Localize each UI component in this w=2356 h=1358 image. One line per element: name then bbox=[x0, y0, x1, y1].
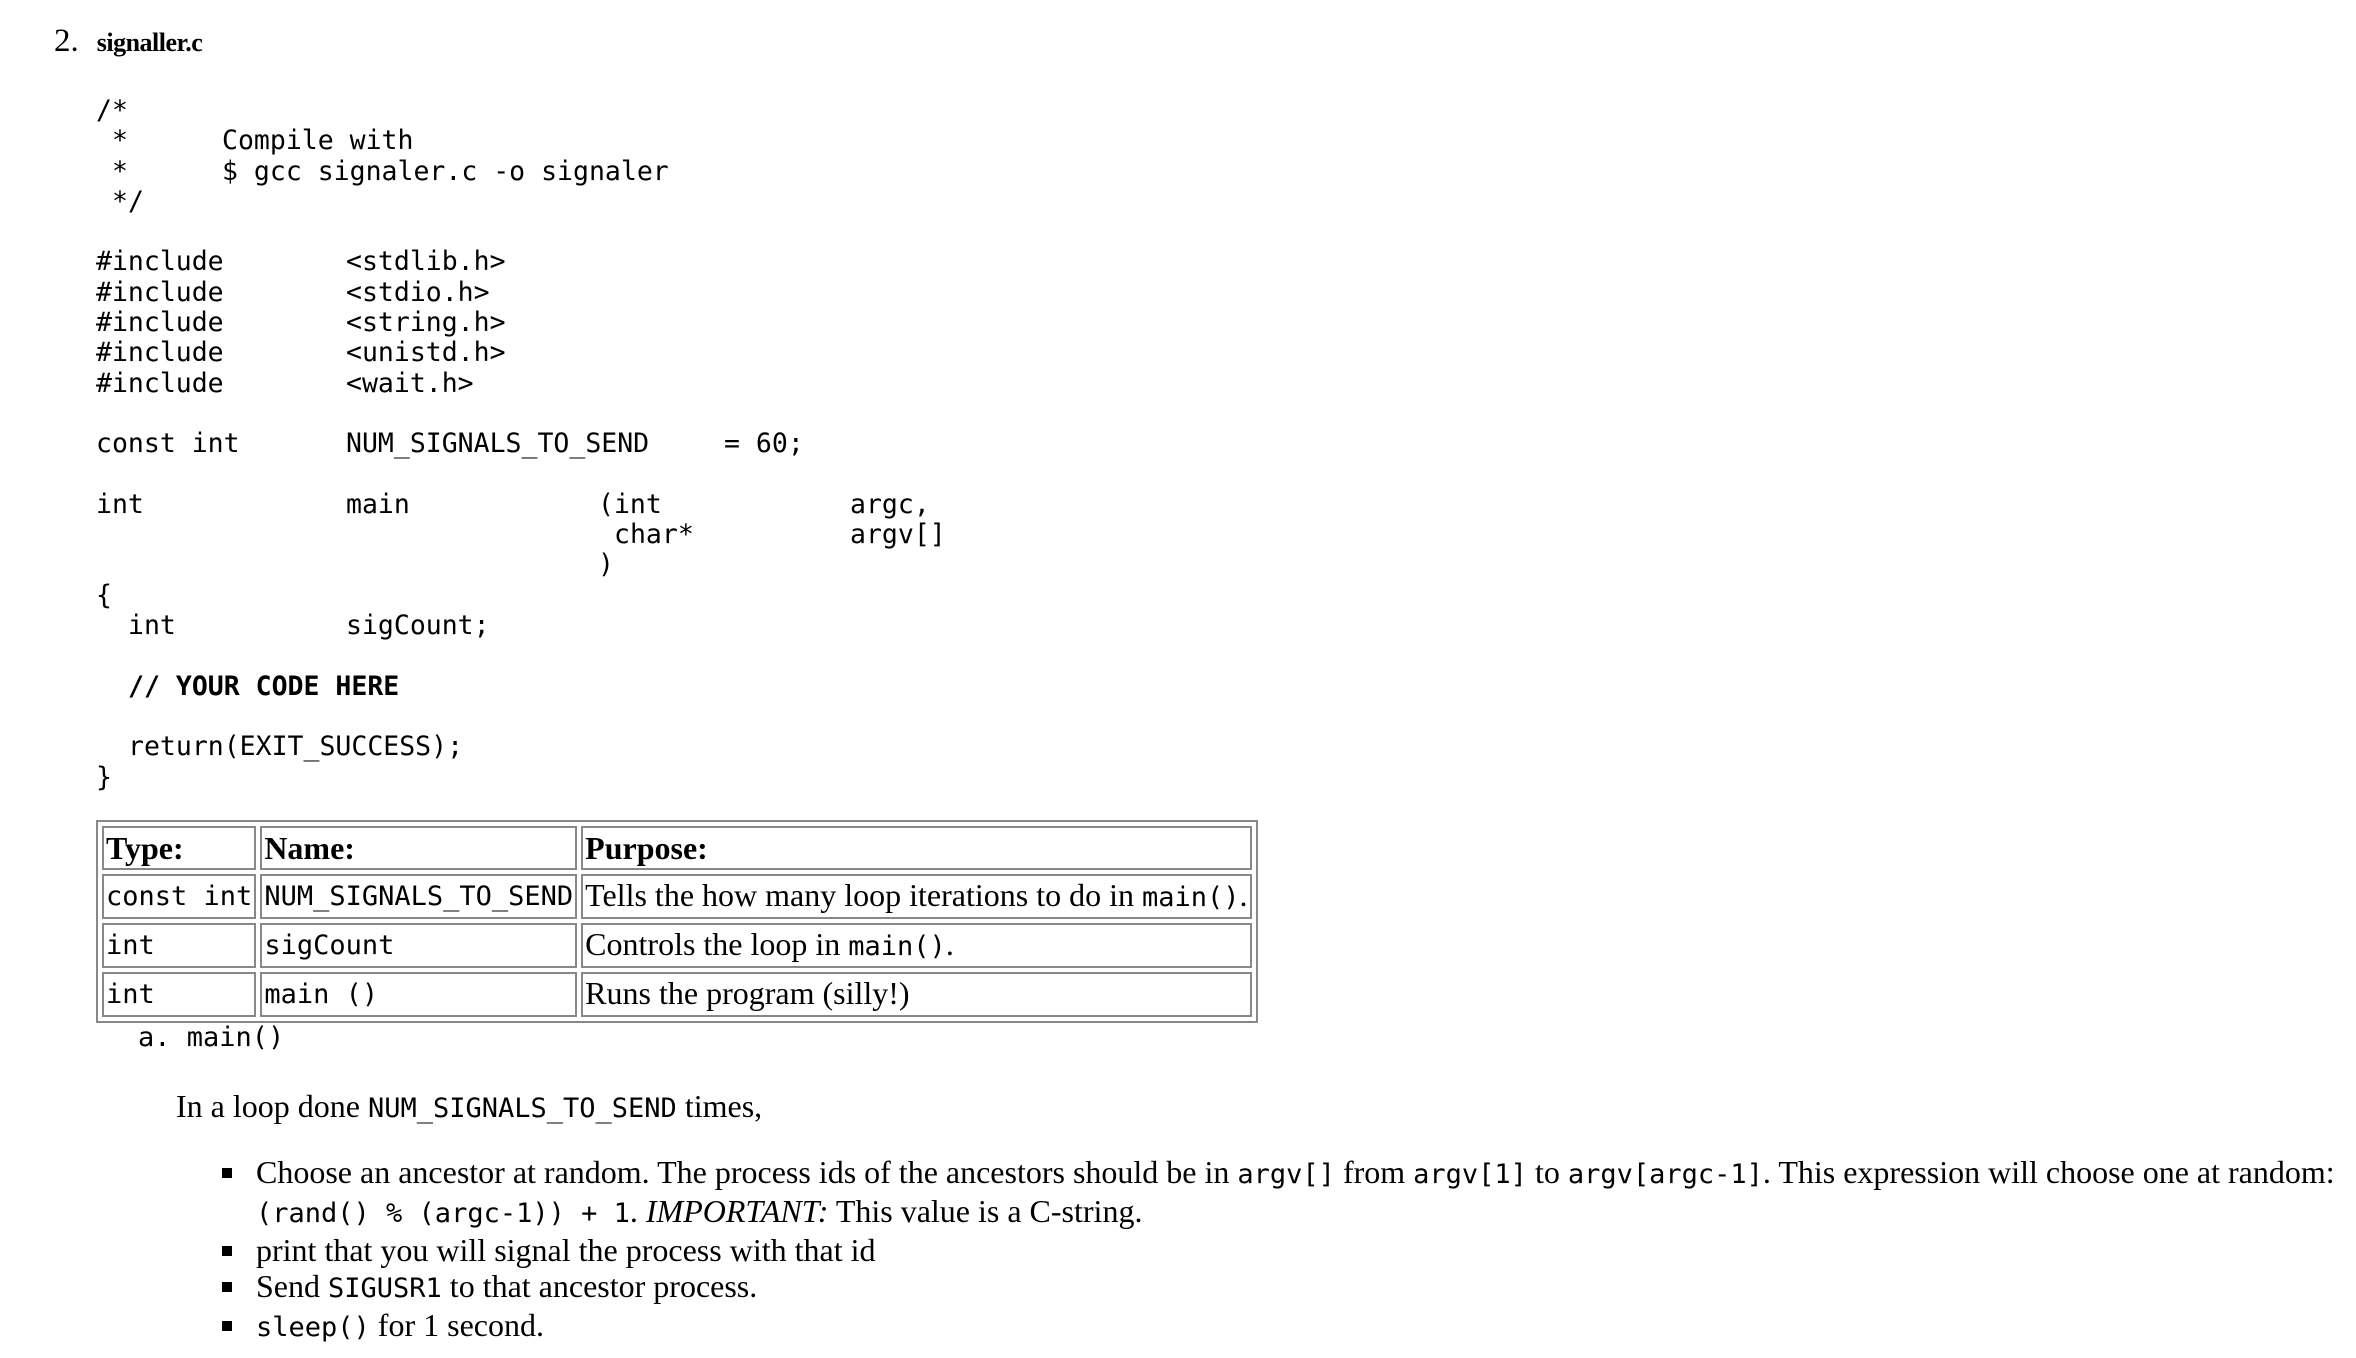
section-filename: signaller.c bbox=[96, 28, 203, 57]
text: to bbox=[1526, 1154, 1568, 1190]
inline-code: argv[argc-1] bbox=[1567, 1159, 1763, 1190]
include-header: <stdlib.h> bbox=[346, 246, 506, 278]
table-row bbox=[102, 972, 1252, 1017]
purpose-code: main() bbox=[1141, 882, 1240, 913]
comment-close: */ bbox=[112, 185, 144, 217]
const-type: const int bbox=[96, 428, 240, 460]
text: for 1 second. bbox=[369, 1307, 544, 1343]
purpose-text: Runs the program (silly!) bbox=[585, 975, 910, 1011]
const-value: = 60; bbox=[724, 428, 804, 460]
param1-type: (int bbox=[598, 488, 662, 520]
header-type: Type: bbox=[102, 826, 256, 870]
para-prefix: In a loop done bbox=[176, 1088, 368, 1124]
compile-command: $ gcc signaler.c -o signaler bbox=[222, 155, 669, 187]
cell-purpose bbox=[581, 972, 1251, 1017]
param2-name: argv[] bbox=[850, 519, 946, 551]
text: . This expression will choose one at random: bbox=[1762, 1154, 2335, 1190]
text: Choose an ancestor at random. The process ids of the ancestors should be in bbox=[256, 1154, 1238, 1190]
main-function-name: main bbox=[346, 488, 410, 520]
list-item bbox=[222, 1307, 2342, 1346]
emphasis-text: IMPORTANT: bbox=[645, 1193, 829, 1229]
section-heading bbox=[54, 18, 202, 65]
variables-table bbox=[96, 820, 1258, 1023]
brace-open: { bbox=[96, 579, 112, 611]
table-row bbox=[102, 874, 1252, 919]
cell-type: int bbox=[102, 923, 256, 968]
table-header-row bbox=[102, 826, 1252, 870]
purpose-text: Controls the loop in bbox=[585, 926, 849, 962]
list-item bbox=[222, 1154, 2342, 1232]
comment-star: * bbox=[112, 125, 128, 157]
cell-purpose bbox=[581, 874, 1251, 919]
text: print that you will signal the process with that id bbox=[256, 1232, 876, 1268]
include-keyword: #include bbox=[96, 307, 224, 339]
text: from bbox=[1334, 1154, 1414, 1190]
include-keyword: #include bbox=[96, 246, 224, 278]
inline-code: (rand() % (argc-1)) + 1 bbox=[256, 1198, 630, 1229]
include-keyword: #include bbox=[96, 337, 224, 369]
cell-name: main () bbox=[260, 972, 577, 1017]
list-item bbox=[222, 1232, 2342, 1268]
list-item bbox=[222, 1268, 2342, 1307]
section-number: 2. bbox=[54, 23, 79, 59]
comment-open: /* bbox=[96, 95, 128, 126]
local-type: int bbox=[128, 610, 176, 642]
purpose-code: main() bbox=[848, 931, 946, 962]
inline-code: argv[1] bbox=[1413, 1159, 1527, 1190]
inline-code: argv[] bbox=[1237, 1159, 1335, 1190]
main-return-type: int bbox=[96, 488, 144, 520]
inline-code: sleep() bbox=[256, 1312, 370, 1343]
text: This value is a C-string. bbox=[828, 1193, 1143, 1229]
code-block bbox=[96, 95, 946, 793]
text: to that ancestor process. bbox=[441, 1268, 758, 1304]
cell-name: sigCount bbox=[260, 923, 577, 968]
header-name: Name: bbox=[260, 826, 577, 870]
cell-purpose bbox=[581, 923, 1251, 968]
local-name: sigCount; bbox=[346, 610, 490, 642]
subsection-a-label: a. main() bbox=[138, 1022, 285, 1053]
header-purpose: Purpose: bbox=[581, 826, 1251, 870]
include-keyword: #include bbox=[96, 367, 224, 399]
purpose-tail: . bbox=[1239, 877, 1248, 913]
text: . bbox=[629, 1193, 646, 1229]
comment-star: * bbox=[112, 155, 128, 187]
return-statement: return(EXIT_SUCCESS); bbox=[128, 731, 464, 763]
include-header: <wait.h> bbox=[346, 367, 474, 399]
para-code: NUM_SIGNALS_TO_SEND bbox=[367, 1093, 677, 1124]
purpose-tail: . bbox=[945, 926, 954, 962]
purpose-text: Tells the how many loop iterations to do in bbox=[585, 877, 1142, 913]
para-suffix: times, bbox=[676, 1088, 763, 1124]
paren-close: ) bbox=[598, 549, 614, 581]
brace-close: } bbox=[96, 761, 112, 793]
include-header: <stdio.h> bbox=[346, 276, 490, 308]
compile-with-text: Compile with bbox=[222, 125, 414, 157]
cell-name: NUM_SIGNALS_TO_SEND bbox=[260, 874, 577, 919]
param1-name: argc, bbox=[850, 488, 930, 520]
include-header: <string.h> bbox=[346, 307, 506, 339]
cell-type: const int bbox=[102, 874, 256, 919]
inline-code: SIGUSR1 bbox=[328, 1273, 442, 1304]
include-keyword: #include bbox=[96, 276, 224, 308]
loop-paragraph bbox=[176, 1086, 762, 1129]
include-header: <unistd.h> bbox=[346, 337, 506, 369]
const-name: NUM_SIGNALS_TO_SEND bbox=[346, 428, 650, 460]
table-row bbox=[102, 923, 1252, 968]
your-code-here-comment: // YOUR CODE HERE bbox=[128, 670, 400, 702]
cell-type: int bbox=[102, 972, 256, 1017]
instruction-list bbox=[222, 1154, 2342, 1346]
param2-type: char* bbox=[614, 519, 694, 551]
text: Send bbox=[256, 1268, 328, 1304]
